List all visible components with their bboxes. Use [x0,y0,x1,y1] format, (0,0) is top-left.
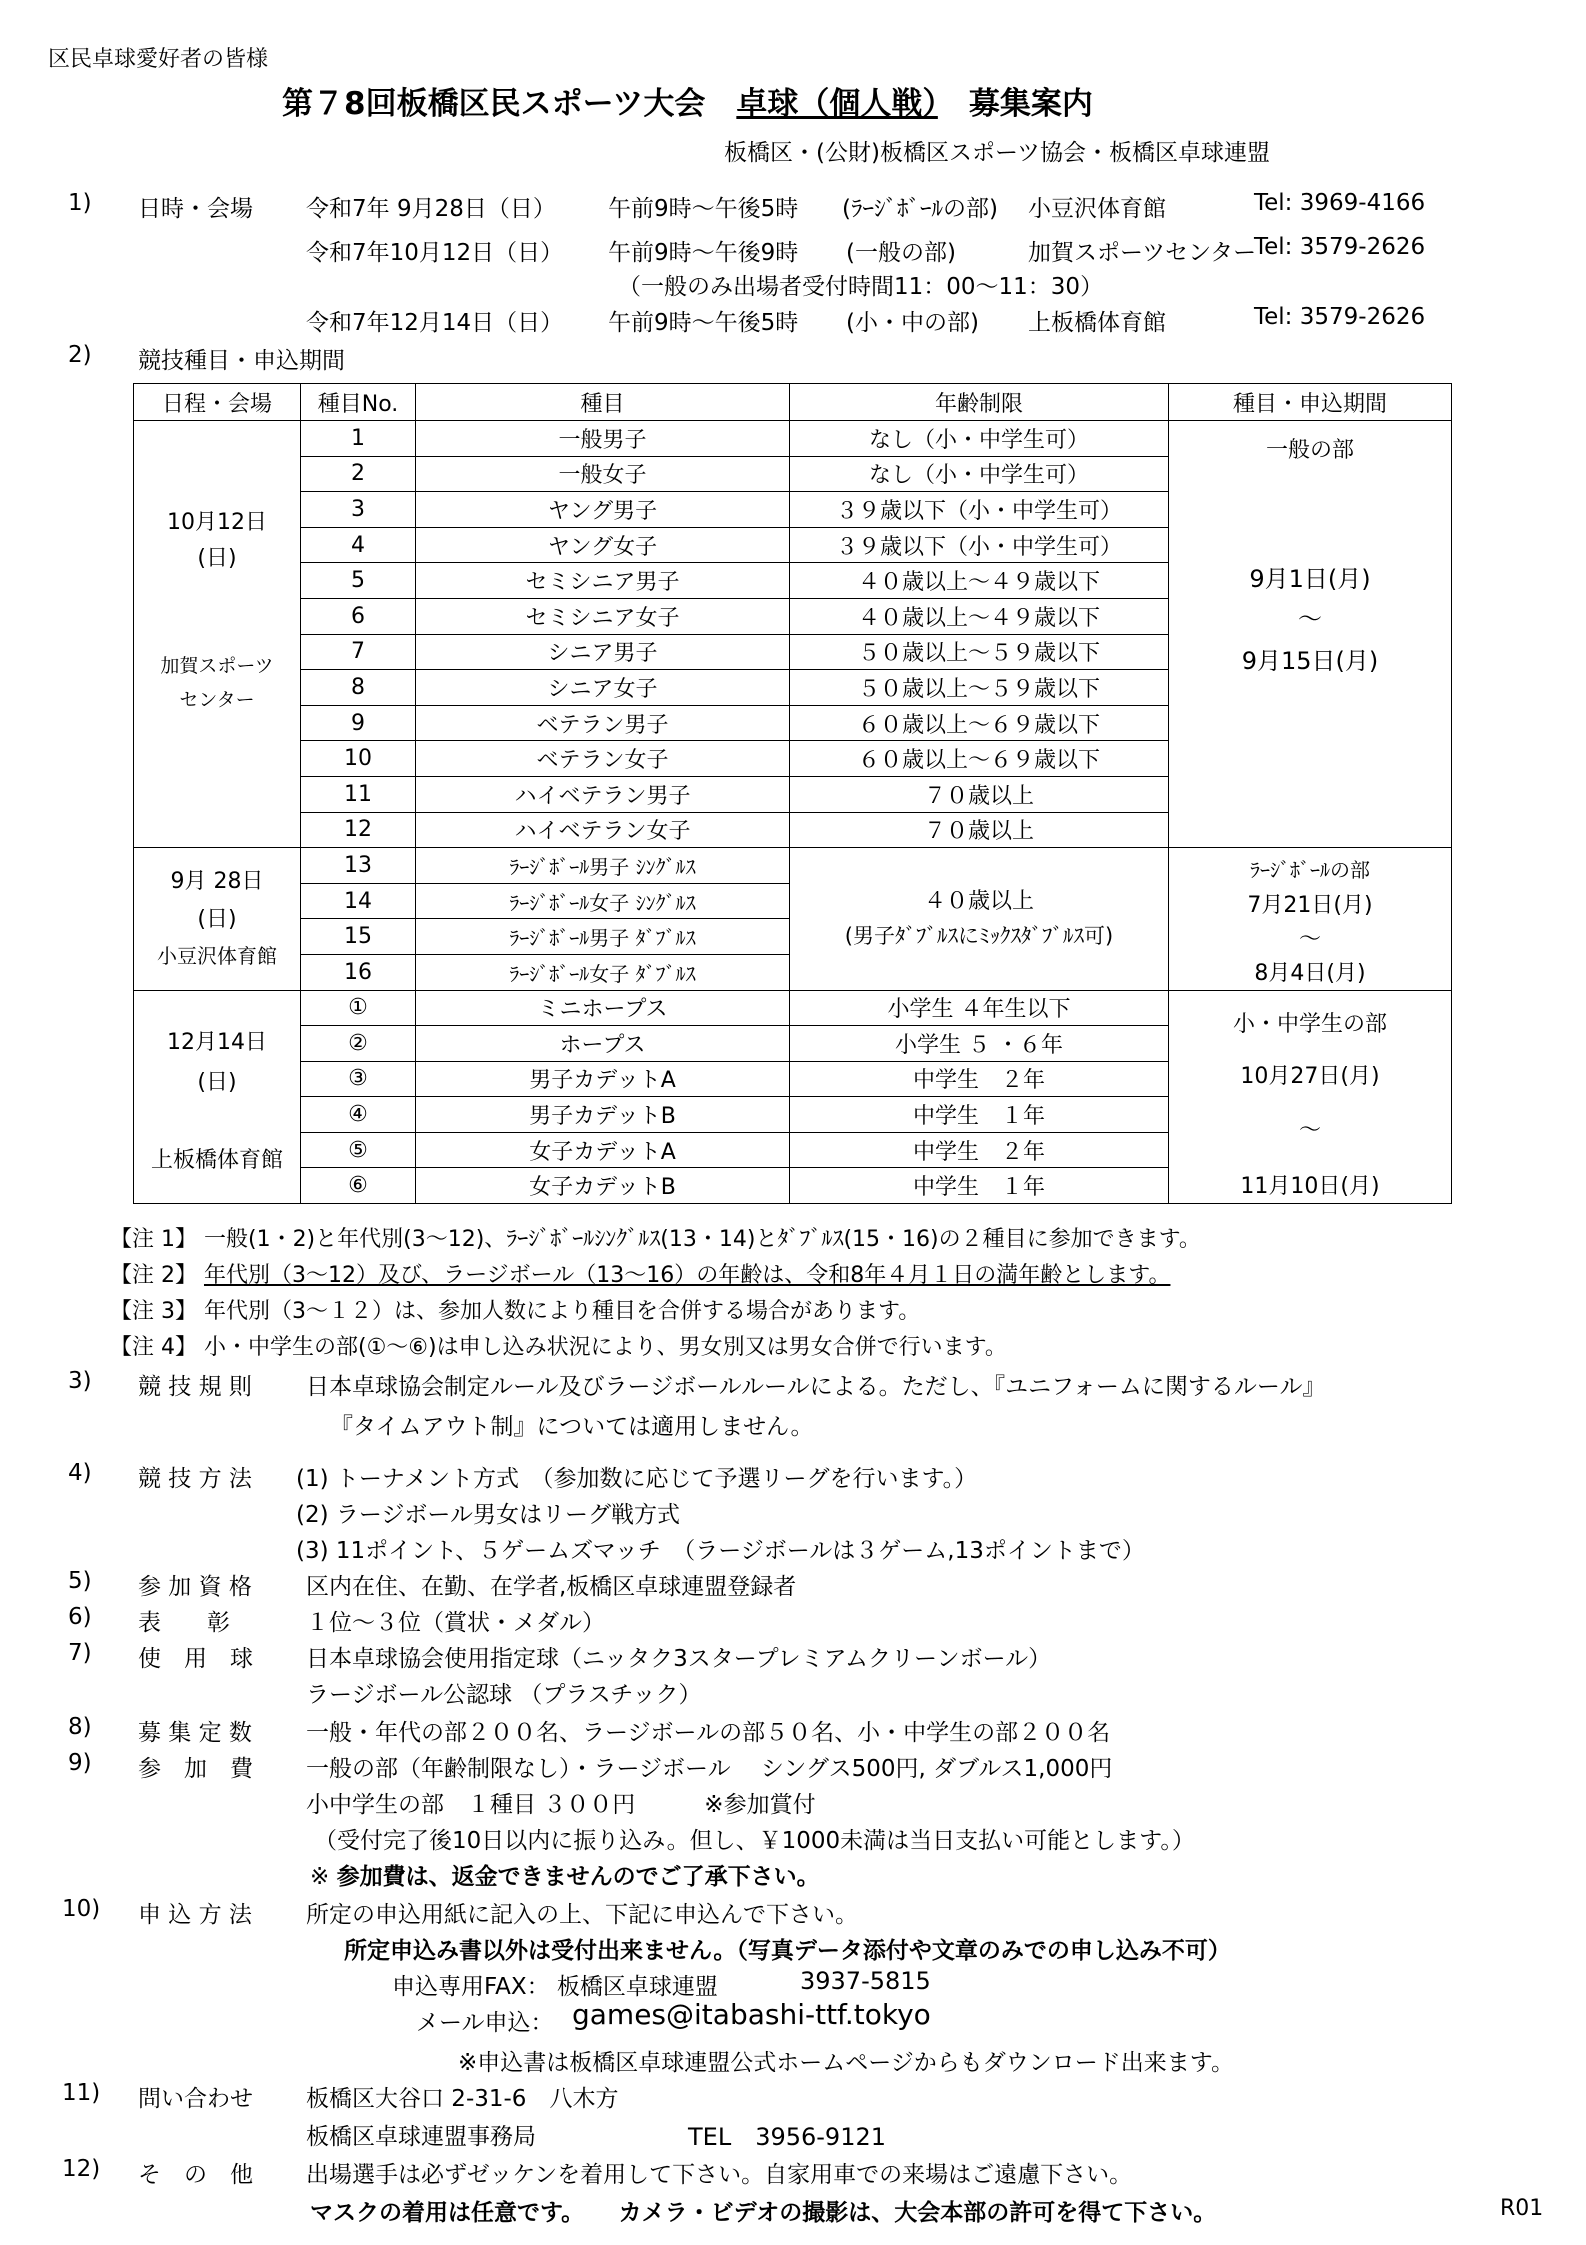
event-no: ③ [301,1061,416,1097]
s11-line-1: 板橋区大谷口 2-31-6 八木方 [306,2086,619,2112]
event-no: 11 [301,776,416,812]
event-age: ３９歳以下（小・中学生可） [790,527,1169,563]
s1-tel-1: Tel: 3969-4166 [1254,190,1426,216]
s9-line-4 [310,1858,820,1891]
event-name: 女子カデットA [416,1132,790,1168]
event-no: 10 [301,741,416,777]
s12-line-2: マスクの着用は任意です。 カメラ・ビデオの撮影は、大会本部の許可を得て下さい。 [310,2200,1217,2226]
event-name: 女子カデットB [416,1168,790,1204]
s1-tel-2: Tel: 3579-2626 [1254,234,1426,260]
s4-line-3: (3) 11ポイント、５ゲームズマッチ （ラージボールは３ゲーム,13ポイントまで） [296,1538,1145,1564]
s9-line-2: 小中学生の部 １種目 ３００円 ※参加賞付 [306,1792,816,1818]
s3-line-1: 日本卓球協会制定ルール及びラージボールルールによる。ただし、『ユニフォームに関するルール』 [306,1374,1326,1400]
s1-venue-3: 上板橋体育館 [1028,310,1166,336]
event-no: 8 [301,670,416,706]
s2-label: 競技種目・申込期間 [138,348,345,374]
event-age: ４０歳以上～４９歳以下 [790,598,1169,634]
s10-line-1: 所定の申込用紙に記入の上、下記に申込んで下さい。 [306,1902,858,1928]
event-no: 5 [301,563,416,599]
event-age: ７０歳以上 [790,776,1169,812]
g1-dow: (日) [197,546,237,572]
event-age: 中学生 １年 [790,1097,1169,1133]
g2-period-cell [1169,848,1452,990]
event-name: ミニホープス [416,990,790,1026]
table-header-row [134,384,1452,421]
note-3: 【注 3】 年代別（3～１２）は、参加人数により種目を合併する場合があります。 [110,1299,921,1324]
event-age: なし（小・中学生可） [790,421,1169,457]
s9-line-3: （受付完了後10日以内に振り込み。但し、￥1000未満は当日支払い可能とします。） [314,1828,1195,1854]
event-name: 男子カデットB [416,1097,790,1133]
g2-date: 9月 28日 [170,868,264,894]
event-no: ② [301,1026,416,1062]
s5-label: 参 加 資 格 [138,1574,252,1600]
g2-period-to: 8月4日(月) [1254,960,1366,986]
event-name: シニア女子 [416,670,790,706]
event-name: 男子カデットA [416,1061,790,1097]
s10-line-5: ※申込書は板橋区卓球連盟公式ホームページからもダウンロード出来ます。 [458,2050,1234,2076]
event-no: 1 [301,421,416,457]
event-name: ﾗｰｼﾞﾎﾞｰﾙ女子 ｼﾝｸﾞﾙｽ [416,883,790,919]
event-no: 12 [301,812,416,848]
event-no: 3 [301,492,416,528]
fax-label: 申込専用FAX： 板橋区卓球連盟 [392,1974,718,2000]
s7-line-2: ラージボール公認球 （プラスチック） [306,1682,702,1708]
footer-code: R01 [1500,2196,1544,2221]
event-age: 小学生 ４年生以下 [790,990,1169,1026]
g2-age-1: ４０歳以上 [923,889,1034,915]
s6-text: １位～３位（賞状・メダル） [306,1610,605,1636]
event-no: 13 [301,848,416,884]
g2-age-cell [790,848,1169,990]
table-row [134,990,1452,1026]
event-no: 2 [301,456,416,492]
s7-label: 使 用 球 [138,1646,253,1672]
g1-venue-1: 加賀スポーツ [160,655,274,678]
s5-text: 区内在住、在勤、在学者,板橋区卓球連盟登録者 [306,1574,797,1600]
event-name: ヤング女子 [416,527,790,563]
event-no: 14 [301,883,416,919]
event-age: 中学生 １年 [790,1168,1169,1204]
page-title [282,78,1093,123]
s1-num: 1) [68,190,92,216]
s11-num: 11) [62,2080,101,2106]
mail-address[interactable]: games@itabashi-ttf.tokyo [572,1998,931,2031]
s1-div-3: (小・中の部) [846,310,979,336]
header-schedule: 日程・会場 [134,384,301,421]
note-2 [110,1258,1170,1289]
header-period: 種目・申込期間 [1169,384,1452,421]
s2-num: 2) [68,342,92,368]
s11-label: 問い合わせ [138,2086,253,2112]
g2-dow: (日) [197,906,237,932]
g3-period-cell [1169,990,1452,1204]
g3-schedule-cell [134,990,301,1204]
event-age: 小学生 ５ ・６年 [790,1026,1169,1062]
event-age: ３９歳以下（小・中学生可） [790,492,1169,528]
event-no: 7 [301,634,416,670]
s12-label: そ の 他 [138,2162,253,2188]
s1-date-1: 令和7年 9月28日（日） [306,196,556,222]
event-name: ハイベテラン女子 [416,812,790,848]
organizers: 板橋区・(公財)板橋区スポーツ協会・板橋区卓球連盟 [724,140,1271,166]
s11-tel: TEL 3956-9121 [688,2123,887,2151]
events-table [133,383,1452,1204]
g1-period-tilde: ～ [1298,605,1322,633]
s7-line-1: 日本卓球協会使用指定球（ニッタク3スタープレミアムクリーンボール） [306,1646,1052,1672]
mail-label: メール申込： [416,2010,554,2036]
s1-time-2: 午前9時～午後9時 [608,240,799,266]
s9-num: 9) [68,1750,92,1776]
s3-num: 3) [68,1368,92,1394]
event-age: ５０歳以上～５９歳以下 [790,670,1169,706]
s1-note: （一般のみ出場者受付時間11：00～11：30） [618,274,1104,300]
s12-num: 12) [62,2156,101,2182]
s3-line-2: 『タイムアウト制』については適用しません。 [330,1414,814,1440]
title-part-a: 第７8回板橋区民スポーツ大会 [282,86,737,122]
table-row [134,848,1452,884]
event-age: 中学生 ２年 [790,1132,1169,1168]
s4-label: 競 技 方 法 [138,1466,252,1492]
event-name: シニア男子 [416,634,790,670]
s1-date-2: 令和7年10月12日（日） [306,240,564,266]
s1-venue-1: 小豆沢体育館 [1028,196,1166,222]
event-name: セミシニア女子 [416,598,790,634]
fax-number: 3937-5815 [800,1967,931,1995]
event-name: ﾗｰｼﾞﾎﾞｰﾙ女子 ﾀﾞﾌﾞﾙｽ [416,954,790,990]
g2-period-from: 7月21日(月) [1247,892,1373,918]
s9-line-4-mark: ※ [310,1864,337,1890]
event-name: ハイベテラン男子 [416,776,790,812]
note-2-prefix: 【注 2】 [110,1263,204,1288]
g3-period-tilde: ～ [1298,1117,1321,1143]
event-no: 16 [301,954,416,990]
g3-period-to: 11月10日(月) [1240,1173,1380,1199]
event-no: ⑥ [301,1168,416,1204]
s9-line-1: 一般の部（年齢制限なし）・ラージボール シングス500円, ダブルス1,000円 [306,1756,1113,1782]
event-age: ６０歳以上～６９歳以下 [790,741,1169,777]
event-name: セミシニア男子 [416,563,790,599]
event-no: ④ [301,1097,416,1133]
g3-venue: 上板橋体育館 [150,1147,283,1173]
g2-age-2: (男子ﾀﾞﾌﾞﾙｽにﾐｯｸｽﾀﾞﾌﾞﾙｽ可) [844,923,1114,948]
event-name: ホープス [416,1026,790,1062]
g1-period-cell [1169,421,1452,848]
event-name: ﾗｰｼﾞﾎﾞｰﾙ男子 ﾀﾞﾌﾞﾙｽ [416,919,790,955]
g1-period-from: 9月1日(月) [1249,565,1371,593]
s1-venue-2: 加賀スポーツセンター [1028,240,1257,266]
event-age: 中学生 ２年 [790,1061,1169,1097]
g3-date: 12月14日 [167,1029,267,1055]
s5-num: 5) [68,1568,92,1594]
note-2-text: 年代別（3～12）及び、ラージボール（13～16）の年齢は、令和8年４月１日の満年齢とします。 [203,1263,1171,1288]
header-no: 種目No. [301,384,416,421]
s8-text: 一般・年代の部２００名、ラージボールの部５０名、小・中学生の部２００名 [306,1720,1111,1746]
event-name: ヤング男子 [416,492,790,528]
header-age: 年齢制限 [790,384,1169,421]
g1-period-head: 一般の部 [1265,438,1354,463]
s10-label: 申 込 方 法 [138,1902,252,1928]
event-name: ベテラン男子 [416,705,790,741]
s1-div-1: (ﾗｰｼﾞﾎﾞｰﾙの部) [842,196,998,222]
s9-line-4-text: 参加費は、返金できませんのでご了承下さい。 [336,1864,820,1890]
g1-venue-2: センター [179,689,255,712]
g1-schedule-cell [134,421,301,848]
s6-label: 表 彰 [138,1610,230,1636]
title-part-b: 卓球（個人戦） [736,86,938,122]
g3-dow: (日) [197,1069,237,1095]
event-age: ６０歳以上～６９歳以下 [790,705,1169,741]
g3-period-head: 小・中学生の部 [1232,1011,1387,1037]
event-no: 4 [301,527,416,563]
event-name: ベテラン女子 [416,741,790,777]
s11-line-2: 板橋区卓球連盟事務局 [306,2124,536,2150]
note-1: 【注 1】 一般(1・2)と年代別(3～12)、ﾗｰｼﾞﾎﾞｰﾙｼﾝｸﾞﾙｽ(13・14)とﾀﾞﾌﾞﾙｽ(15・16)の２種目に参加できます。 [110,1227,1201,1252]
s4-num: 4) [68,1460,92,1486]
event-no: ① [301,990,416,1026]
greeting: 区民卓球愛好者の皆様 [48,47,269,72]
event-no: ⑤ [301,1132,416,1168]
title-part-c: 募集案内 [937,86,1093,122]
s9-label: 参 加 費 [138,1756,253,1782]
s3-label: 競 技 規 則 [138,1374,252,1400]
g1-period-to: 9月15日(月) [1241,647,1379,675]
event-age: ５０歳以上～５９歳以下 [790,634,1169,670]
s4-line-1: (1) トーナメント方式 （参加数に応じて予選リーグを行います。） [296,1466,978,1492]
g2-period-tilde: ～ [1298,926,1321,952]
s7-num: 7) [68,1640,92,1666]
header-event: 種目 [416,384,790,421]
event-name: ﾗｰｼﾞﾎﾞｰﾙ男子 ｼﾝｸﾞﾙｽ [416,848,790,884]
s1-div-2: (一般の部) [846,240,956,266]
table-row [134,421,1452,457]
s10-num: 10) [62,1896,101,1922]
s1-time-1: 午前9時～午後5時 [608,196,799,222]
s1-tel-3: Tel: 3579-2626 [1254,304,1426,330]
s1-date-3: 令和7年12月14日（日） [306,310,564,336]
g2-venue: 小豆沢体育館 [157,943,277,968]
event-age: ４０歳以上～４９歳以下 [790,563,1169,599]
note-4: 【注 4】 小・中学生の部(①～⑥)は申し込み状況により、男女別又は男女合併で行います。 [110,1335,1007,1360]
event-name: 一般女子 [416,456,790,492]
s4-line-2: (2) ラージボール男女はリーグ戦方式 [296,1502,680,1528]
g2-schedule-cell [134,848,301,990]
event-no: 6 [301,598,416,634]
s8-label: 募 集 定 数 [138,1720,252,1746]
s10-line-2: 所定申込み書以外は受付出来ません。（写真データ添付や文章のみでの申し込み不可） [344,1938,1231,1964]
event-name: 一般男子 [416,421,790,457]
s6-num: 6) [68,1604,92,1630]
g2-period-head: ﾗｰｼﾞﾎﾞｰﾙの部 [1250,857,1370,882]
s8-num: 8) [68,1714,92,1740]
event-age: ７０歳以上 [790,812,1169,848]
s1-time-3: 午前9時～午後5時 [608,310,799,336]
g1-date: 10月12日 [167,510,267,536]
s12-line-1: 出場選手は必ずゼッケンを着用して下さい。自家用車での来場はご遠慮下さい。 [306,2162,1133,2188]
event-no: 15 [301,919,416,955]
g3-period-from: 10月27日(月) [1240,1063,1380,1089]
event-no: 9 [301,705,416,741]
event-age: なし（小・中学生可） [790,456,1169,492]
s1-label: 日時・会場 [138,196,253,222]
